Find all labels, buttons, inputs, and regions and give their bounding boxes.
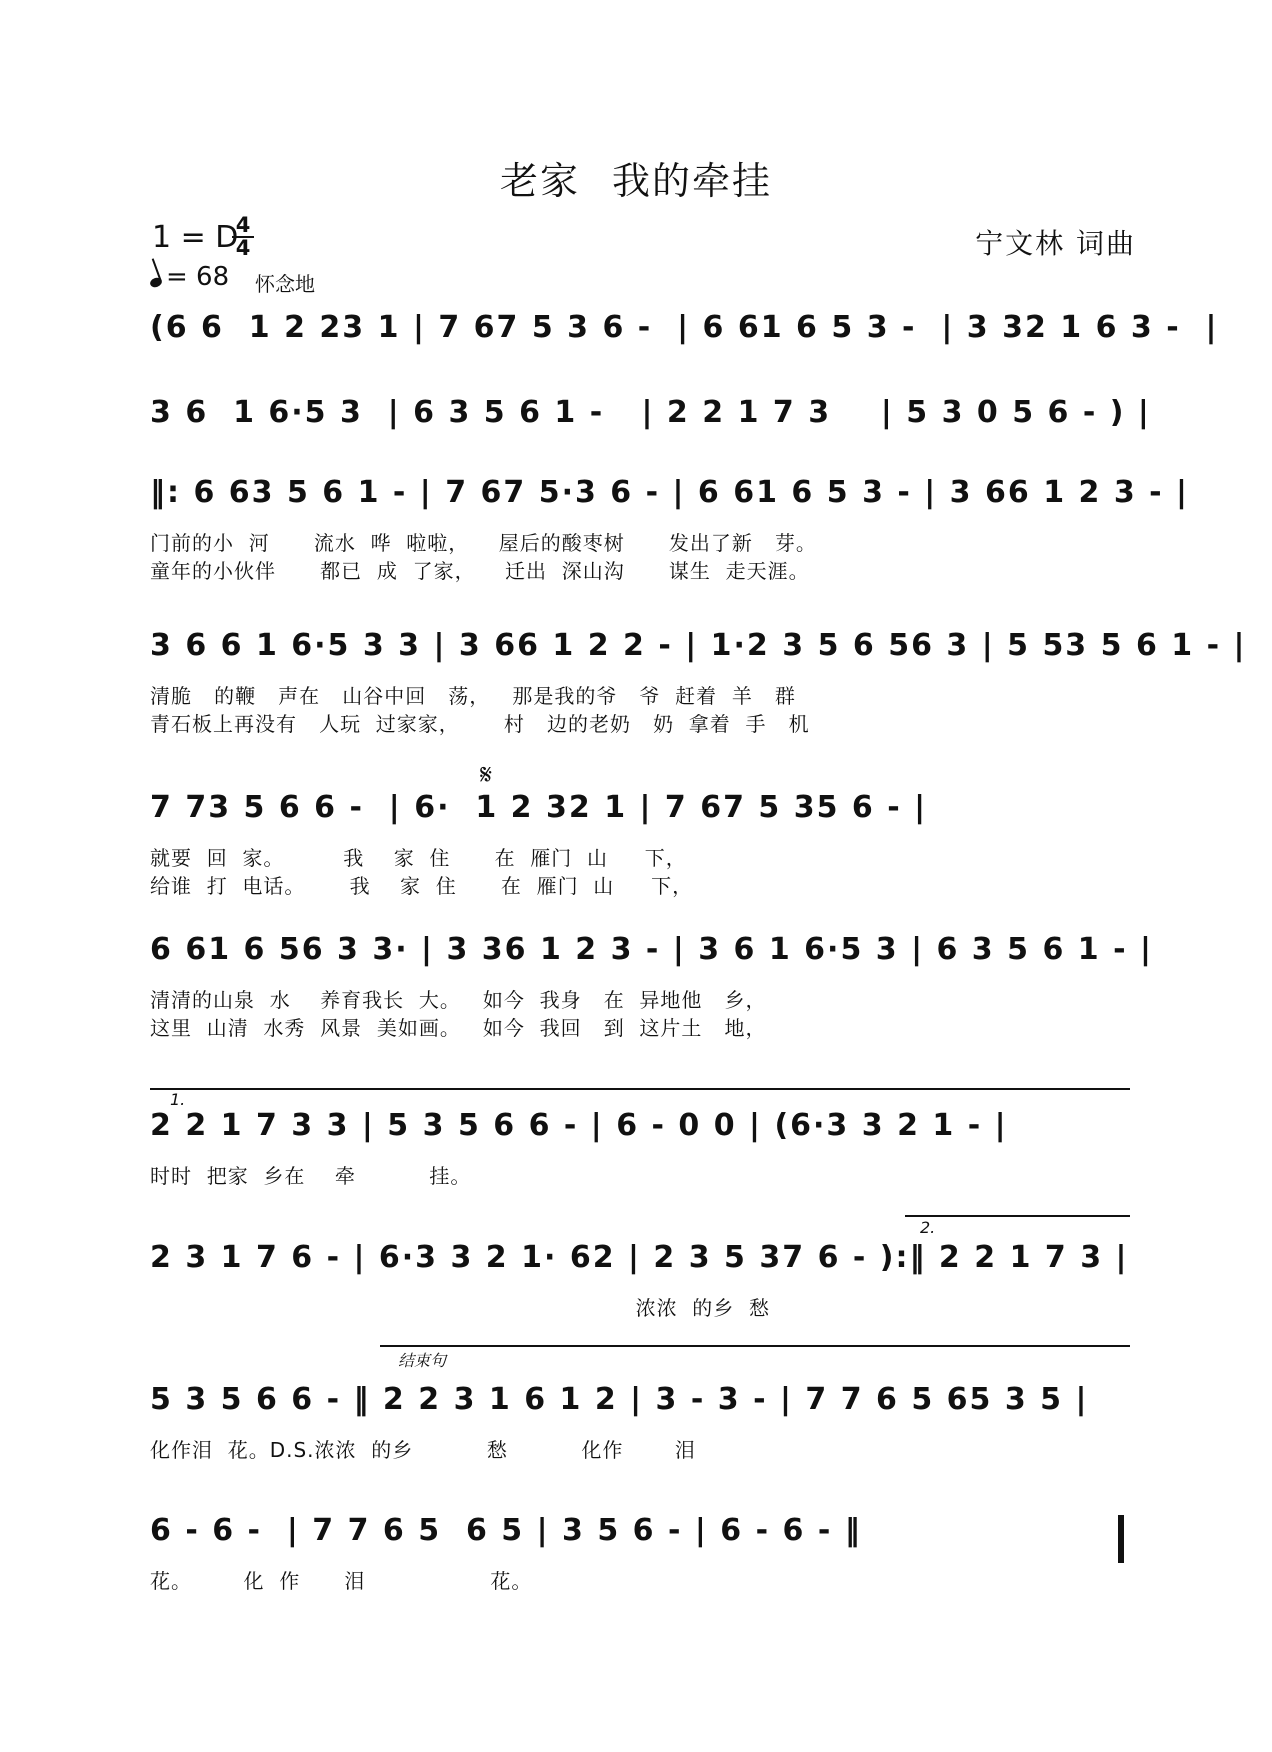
segno-icon: 𝄋 xyxy=(480,758,493,791)
time-signature-top: 4 xyxy=(235,213,251,237)
lyric-line: 就要 回 家。 我 家 住 在 雁门 山 下， xyxy=(150,846,687,870)
lyric-line: 时时 把家 乡在 牵 挂。 xyxy=(150,1164,472,1188)
expression-marking: 怀念地 xyxy=(255,272,315,296)
coda-bracket xyxy=(380,1345,1130,1347)
quarter-note-icon xyxy=(149,276,163,289)
lyric-line: 花。 化 作 泪 花。 xyxy=(150,1569,533,1593)
lyric-line: 浓浓 的乡 愁 xyxy=(150,1296,771,1320)
lyric-line: 童年的小伙伴 都已 成 了家， 迁出 深山沟 谋生 走天涯。 xyxy=(150,559,810,583)
notation-line: (6 6 1 2 23 1 | 7 67 5 3 6 - | 6 61 6 5 3 - | 3 32 1 6 3 - | xyxy=(150,310,1219,345)
time-signature-bottom: 4 xyxy=(235,236,251,260)
lyric-line: 清脆 的鞭 声在 山谷中回 荡， 那是我的爷 爷 赶着 羊 群 xyxy=(150,684,796,708)
lyric-line: 化作泪 花。D.S.浓浓 的乡 愁 化作 泪 xyxy=(150,1438,696,1462)
final-barline xyxy=(1118,1515,1124,1563)
notation-line: 6 61 6 56 3 3· | 3 36 1 2 3 - | 3 6 1 6·5 3 | 6 3 5 6 1 - | xyxy=(150,932,1153,967)
volta-bracket-2 xyxy=(905,1215,1130,1217)
volta-label-2: 2. xyxy=(920,1218,936,1237)
key-signature: 1 = D xyxy=(152,220,239,255)
notation-line: 7 73 5 6 6 - | 6· 1 2 32 1 | 7 67 5 35 6 - | xyxy=(150,790,928,825)
lyric-line: 青石板上再没有 人玩 过家家， 村 边的老奶 奶 拿着 手 机 xyxy=(150,712,810,736)
notation-line: 6 - 6 - | 7 7 6 5 6 5 | 3 5 6 - | 6 - 6 - ‖ xyxy=(150,1513,862,1548)
notation-line: 3 6 1 6·5 3 | 6 3 5 6 1 - | 2 2 1 7 3 | 5 3 0 5 6 - ) | xyxy=(150,395,1151,430)
notation-line: 5 3 5 6 6 - ‖ 2 2 3 1 6 1 2 | 3 - 3 - | 7 7 6 5 65 3 5 | xyxy=(150,1382,1089,1417)
notation-line: ‖: 6 63 5 6 1 - | 7 67 5·3 6 - | 6 61 6 5 3 - | 3 66 1 2 3 - | xyxy=(150,475,1189,510)
lyric-line: 清清的山泉 水 养育我长 大。 如今 我身 在 异地他 乡， xyxy=(150,988,767,1012)
lyric-line: 给谁 打 电话。 我 家 住 在 雁门 山 下， xyxy=(150,874,694,898)
composer-credit: 宁文林 词曲 xyxy=(975,227,1136,260)
tempo-marking xyxy=(150,262,229,292)
lyric-line: 门前的小 河 流水 哗 啦啦， 屋后的酸枣树 发出了新 芽。 xyxy=(150,531,817,555)
volta-label-1: 1. xyxy=(170,1090,186,1109)
notation-line: 3 6 6 1 6·5 3 3 | 3 66 1 2 2 - | 1·2 3 5 6 56 3 | 5 53 5 6 1 - | xyxy=(150,628,1247,663)
song-title: 老家 我的牵挂 xyxy=(499,159,773,203)
coda-label: 结束句 xyxy=(398,1351,447,1370)
time-signature xyxy=(232,213,254,260)
lyric-line: 这里 山清 水秀 风景 美如画。 如今 我回 到 这片土 地， xyxy=(150,1016,767,1040)
volta-bracket-1 xyxy=(150,1088,1130,1090)
notation-line: 2 3 1 7 6 - | 6·3 3 2 1· 62 | 2 3 5 37 6 - ):‖ 2 2 1 7 3 | xyxy=(150,1240,1129,1275)
notation-line: 2 2 1 7 3 3 | 5 3 5 6 6 - | 6 - 0 0 | (6·3 3 2 1 - | xyxy=(150,1108,1008,1143)
tempo-value: = 68 xyxy=(166,262,230,292)
